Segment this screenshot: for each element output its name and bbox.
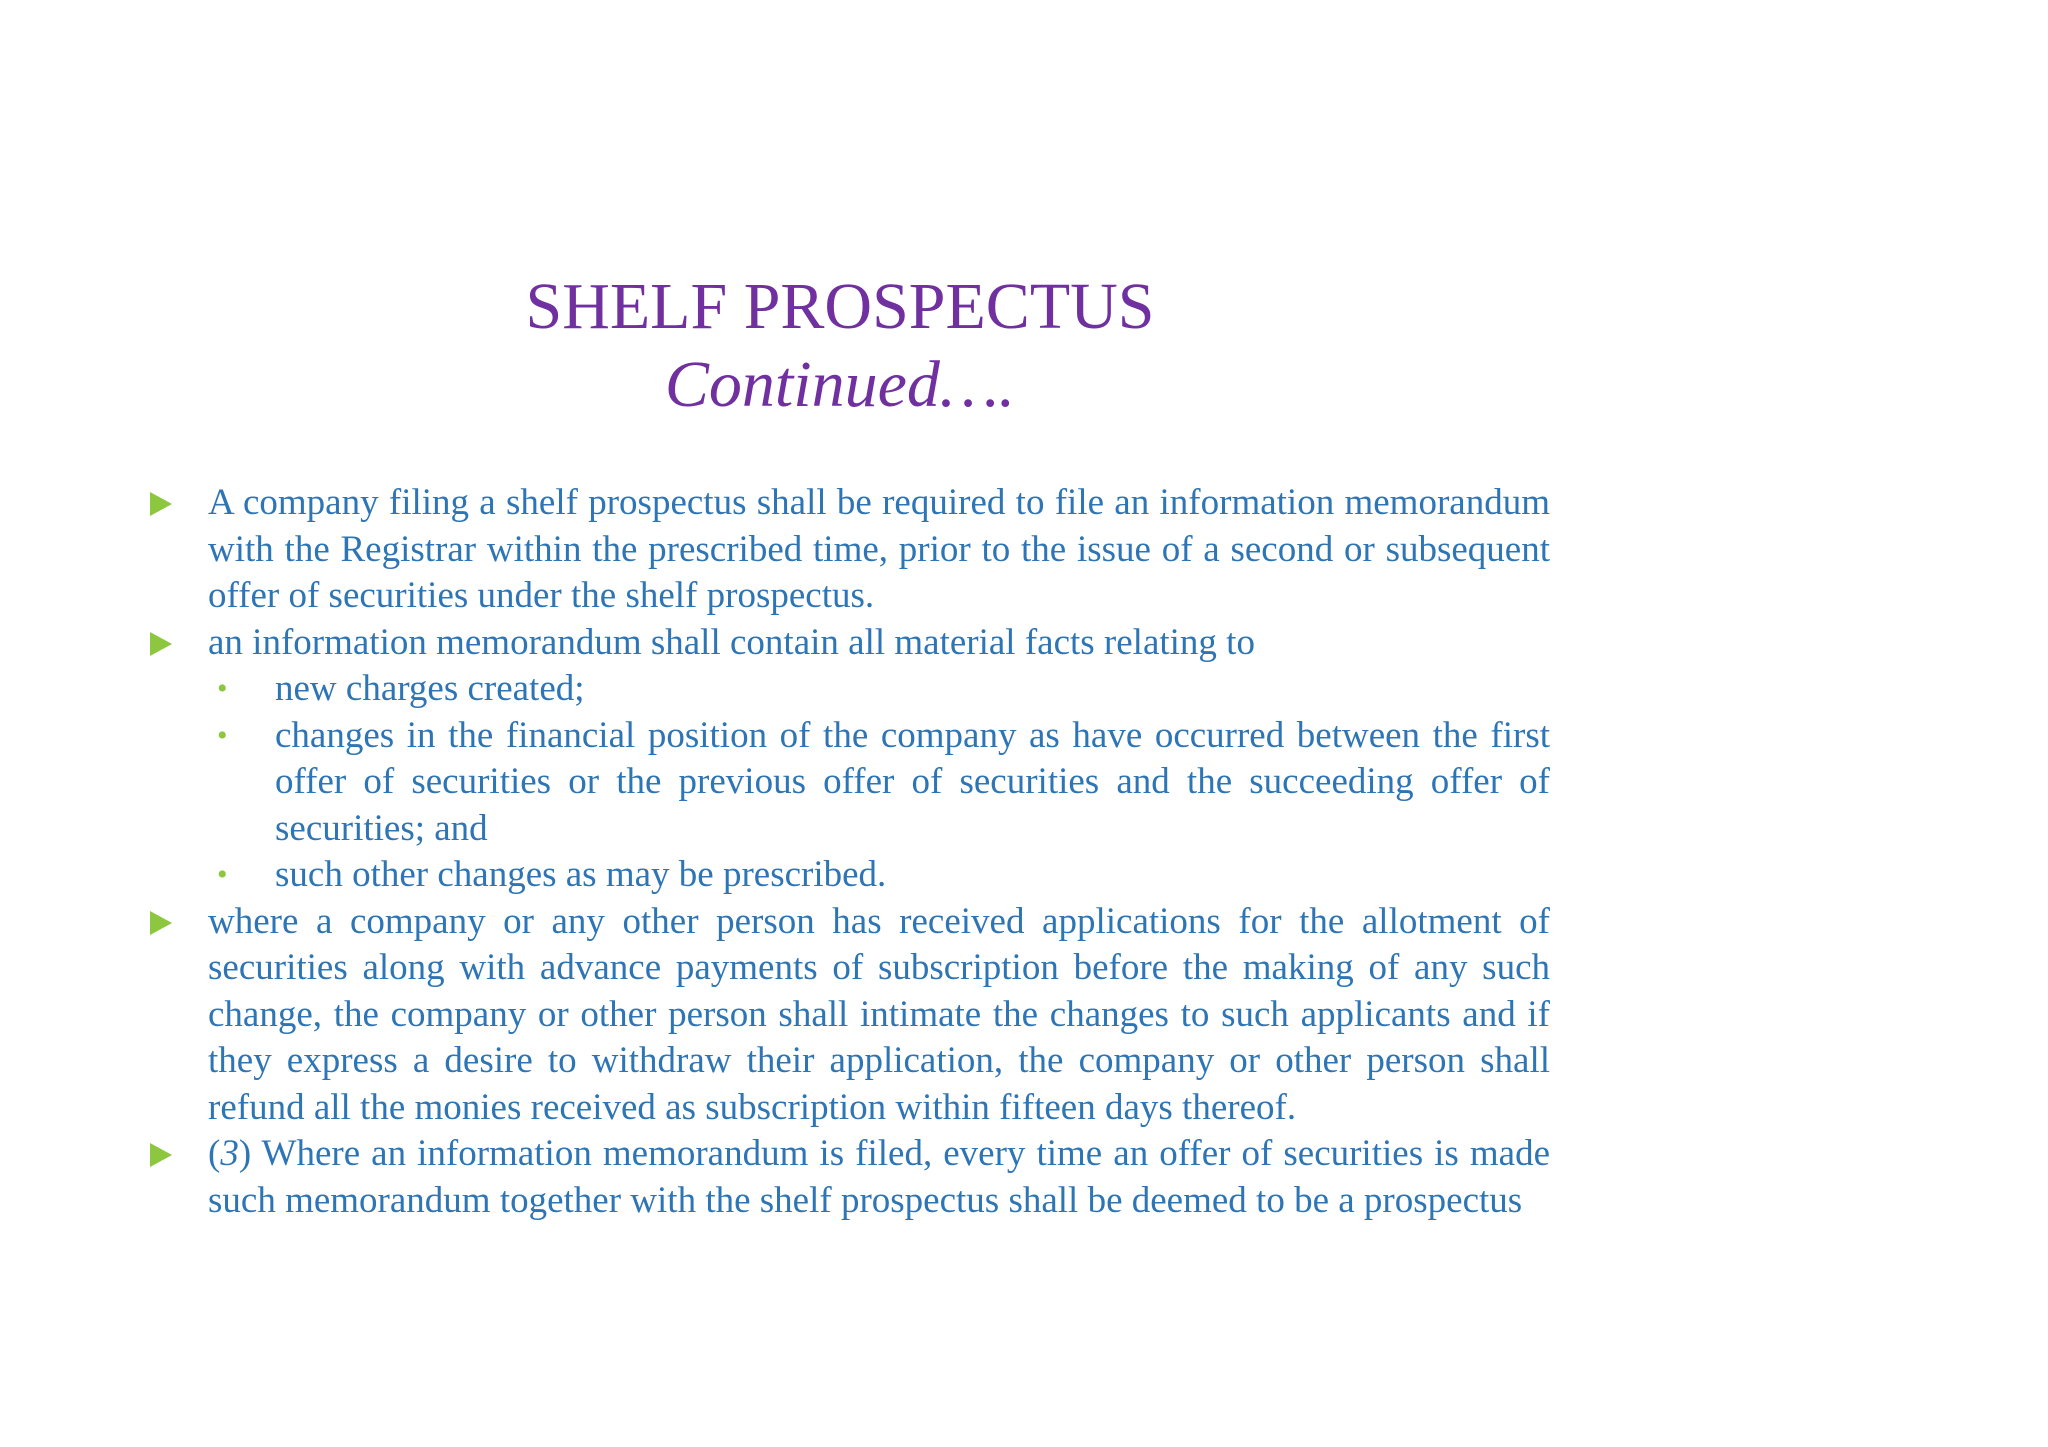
bullet-text: Where an information memorandum is filed, every time an offer of securities is made such memorandum together with the shelf prospectus shall be deemed to be a prospectus xyxy=(208,1133,1550,1221)
bullet-list xyxy=(150,480,1550,1224)
sub-bullet-text: new charges created; xyxy=(275,668,585,709)
sub-bullet-text: changes in the financial position of the company as have occurred between the first offer of securities or the previous offer of securities and the succeeding offer of securities; and xyxy=(275,714,1550,849)
bullet-item xyxy=(150,1131,1550,1224)
bullet-prefix-number: 3 xyxy=(220,1133,239,1174)
dot-icon: • xyxy=(217,672,228,705)
triangle-right-icon xyxy=(150,492,172,516)
dot-icon: • xyxy=(217,718,228,752)
slide-subtitle: Continued…. xyxy=(664,348,1016,421)
bullet-item xyxy=(150,620,1550,667)
sub-bullet-item xyxy=(150,666,1550,713)
bullet-item xyxy=(150,480,1550,620)
bullet-item xyxy=(150,899,1550,1132)
triangle-right-icon xyxy=(150,632,172,656)
bullet-prefix-open: ( xyxy=(208,1133,221,1174)
bullet-prefix-close: ) xyxy=(238,1133,252,1174)
sub-bullet-item xyxy=(150,852,1550,899)
bullet-text: A company filing a shelf prospectus shall be required to file an information memorandum with the Registrar within the prescribed time, prior to the issue of a second or subsequent offer of securities under the shelf prospectus. xyxy=(208,482,1550,616)
slide-title: SHELF PROSPECTUS xyxy=(525,270,1155,343)
dot-icon: • xyxy=(217,858,228,891)
sub-bullet-text: such other changes as may be prescribed. xyxy=(275,854,887,895)
sub-bullet-item xyxy=(150,713,1550,853)
triangle-right-icon xyxy=(150,1143,172,1167)
title-block xyxy=(0,268,1680,424)
bullet-text: an information memorandum shall contain all material facts relating to xyxy=(208,621,1255,663)
triangle-right-icon xyxy=(150,911,172,935)
bullet-text: where a company or any other person has received applications for the allotment of securities along with advance payments of subscription before the making of any such change, the company or other person shall intimate the changes to such applicants and if they express a desire to withdraw their application, the company or other person shall refund all the monies received as subscription within fifteen days thereof. xyxy=(208,900,1550,1128)
